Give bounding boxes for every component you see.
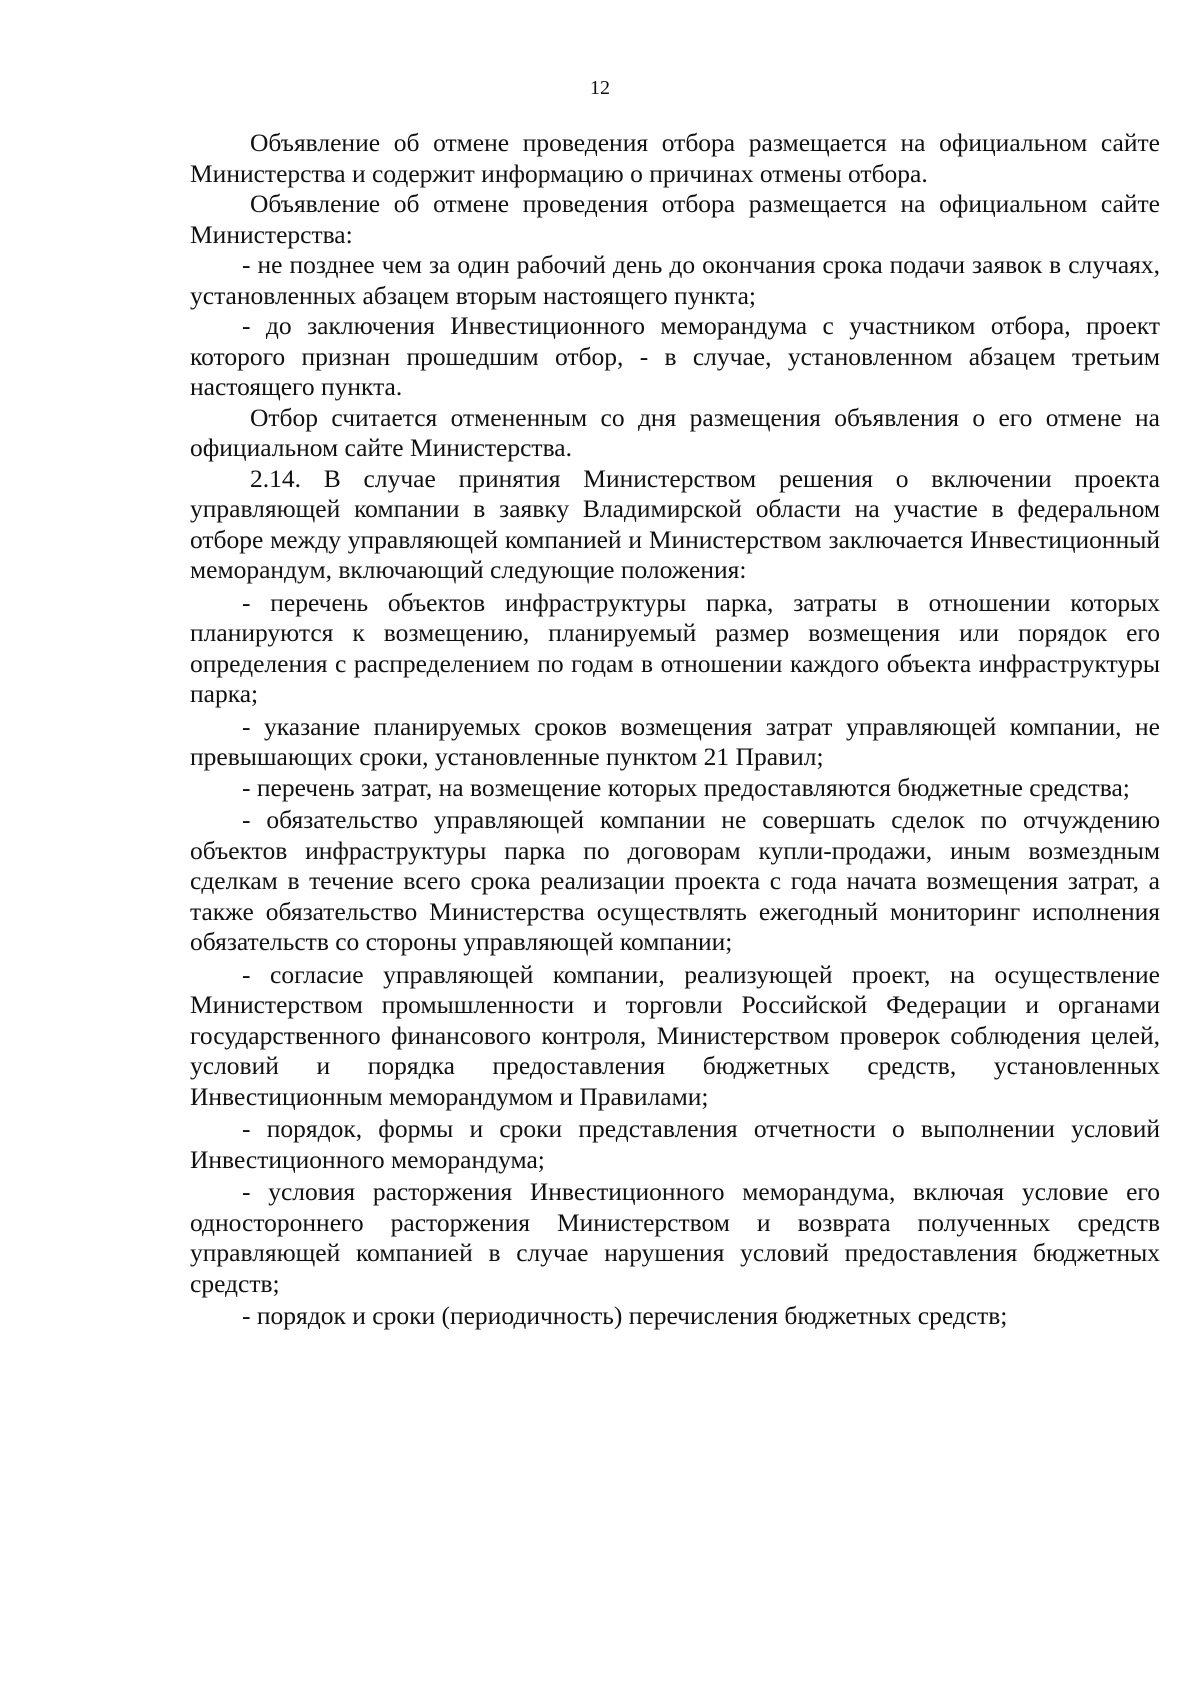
list-item-deadline-before-submission-end: - не позднее чем за один рабочий день до окончания срока подачи заявок в случаях, установленных абзацем вторым настоящего пункта; (190, 250, 1160, 310)
list-item-before-memorandum-conclusion: - до заключения Инвестиционного меморандума с участником отбора, проект которого признан прошедшим отбор, - в случае, установленном абзацем третьим настоящего пункта. (190, 311, 1160, 401)
paragraph-cancel-notice-timing: Объявление об отмене проведения отбора размещается на официальном сайте Министерства: (190, 189, 1160, 249)
list-item-reporting: - порядок, формы и сроки представления отчетности о выполнении условий Инвестиционного меморандума; (190, 1114, 1160, 1174)
page-number: 12 (590, 77, 610, 99)
list-item-audit-consent: - согласие управляющей компании, реализующей проект, на осуществление Министерством промышленности и торговли Российской Федерации и органами государственного финансового контроля, Министерством проверок соблюдения целей, условий и порядка предоставления бюджетных средств, установленных Инвестиционным меморандумом и Правилами; (190, 959, 1160, 1111)
list-item-transfer-schedule: - порядок и сроки (периодичность) перечисления бюджетных средств; (242, 1301, 1008, 1330)
list-item-no-alienation-obligation: - обязательство управляющей компании не совершать сделок по отчуждению объектов инфраструктуры парка по договорам купли-продажи, иным возмездным сделкам в течение всего срока реализации проекта с года начата возмещения затрат, а также обязательство Министерства осуществлять ежегодный мониторинг исполнения обязательств со стороны управляющей компании; (190, 805, 1160, 956)
paragraph-cancel-notice-content: Объявление об отмене проведения отбора размещается на официальном сайте Министерства и содержит информацию о причинах отмены отбора. (190, 128, 1160, 188)
list-item-termination-conditions: - условия расторжения Инвестиционного меморандума, включая условие его одностороннего расторжения Министерством и возврата полученных средств управляющей компанией в случае нарушения условий предоставления бюджетных средств; (190, 1177, 1160, 1298)
paragraph-selection-cancelled: Отбор считается отмененным со дня размещения объявления о его отмене на официальном сайте Министерства. (190, 402, 1160, 462)
list-item-infrastructure-objects: - перечень объектов инфраструктуры парка, затраты в отношении которых планируются к возмещению, планируемый размер возмещения или порядок его определения с распределением по годам в отношении каждого объекта инфраструктуры парка; (190, 587, 1160, 708)
list-item-reimbursement-terms: - указание планируемых сроков возмещения затрат управляющей компании, не превышающих сроки, установленные пунктом 21 Правил; (190, 711, 1160, 771)
document-body (190, 128, 1160, 1332)
list-item-expense-list: - перечень затрат, на возмещение которых предоставляются бюджетные средства; (242, 772, 1130, 802)
paragraph-clause-2-14: 2.14. В случае принятия Министерством решения о включении проекта управляющей компании в заявку Владимирской области на участие в федеральном отборе между управляющей компанией и Министерством заключается Инвестиционный меморандум, включающий следующие положения: (190, 463, 1160, 584)
